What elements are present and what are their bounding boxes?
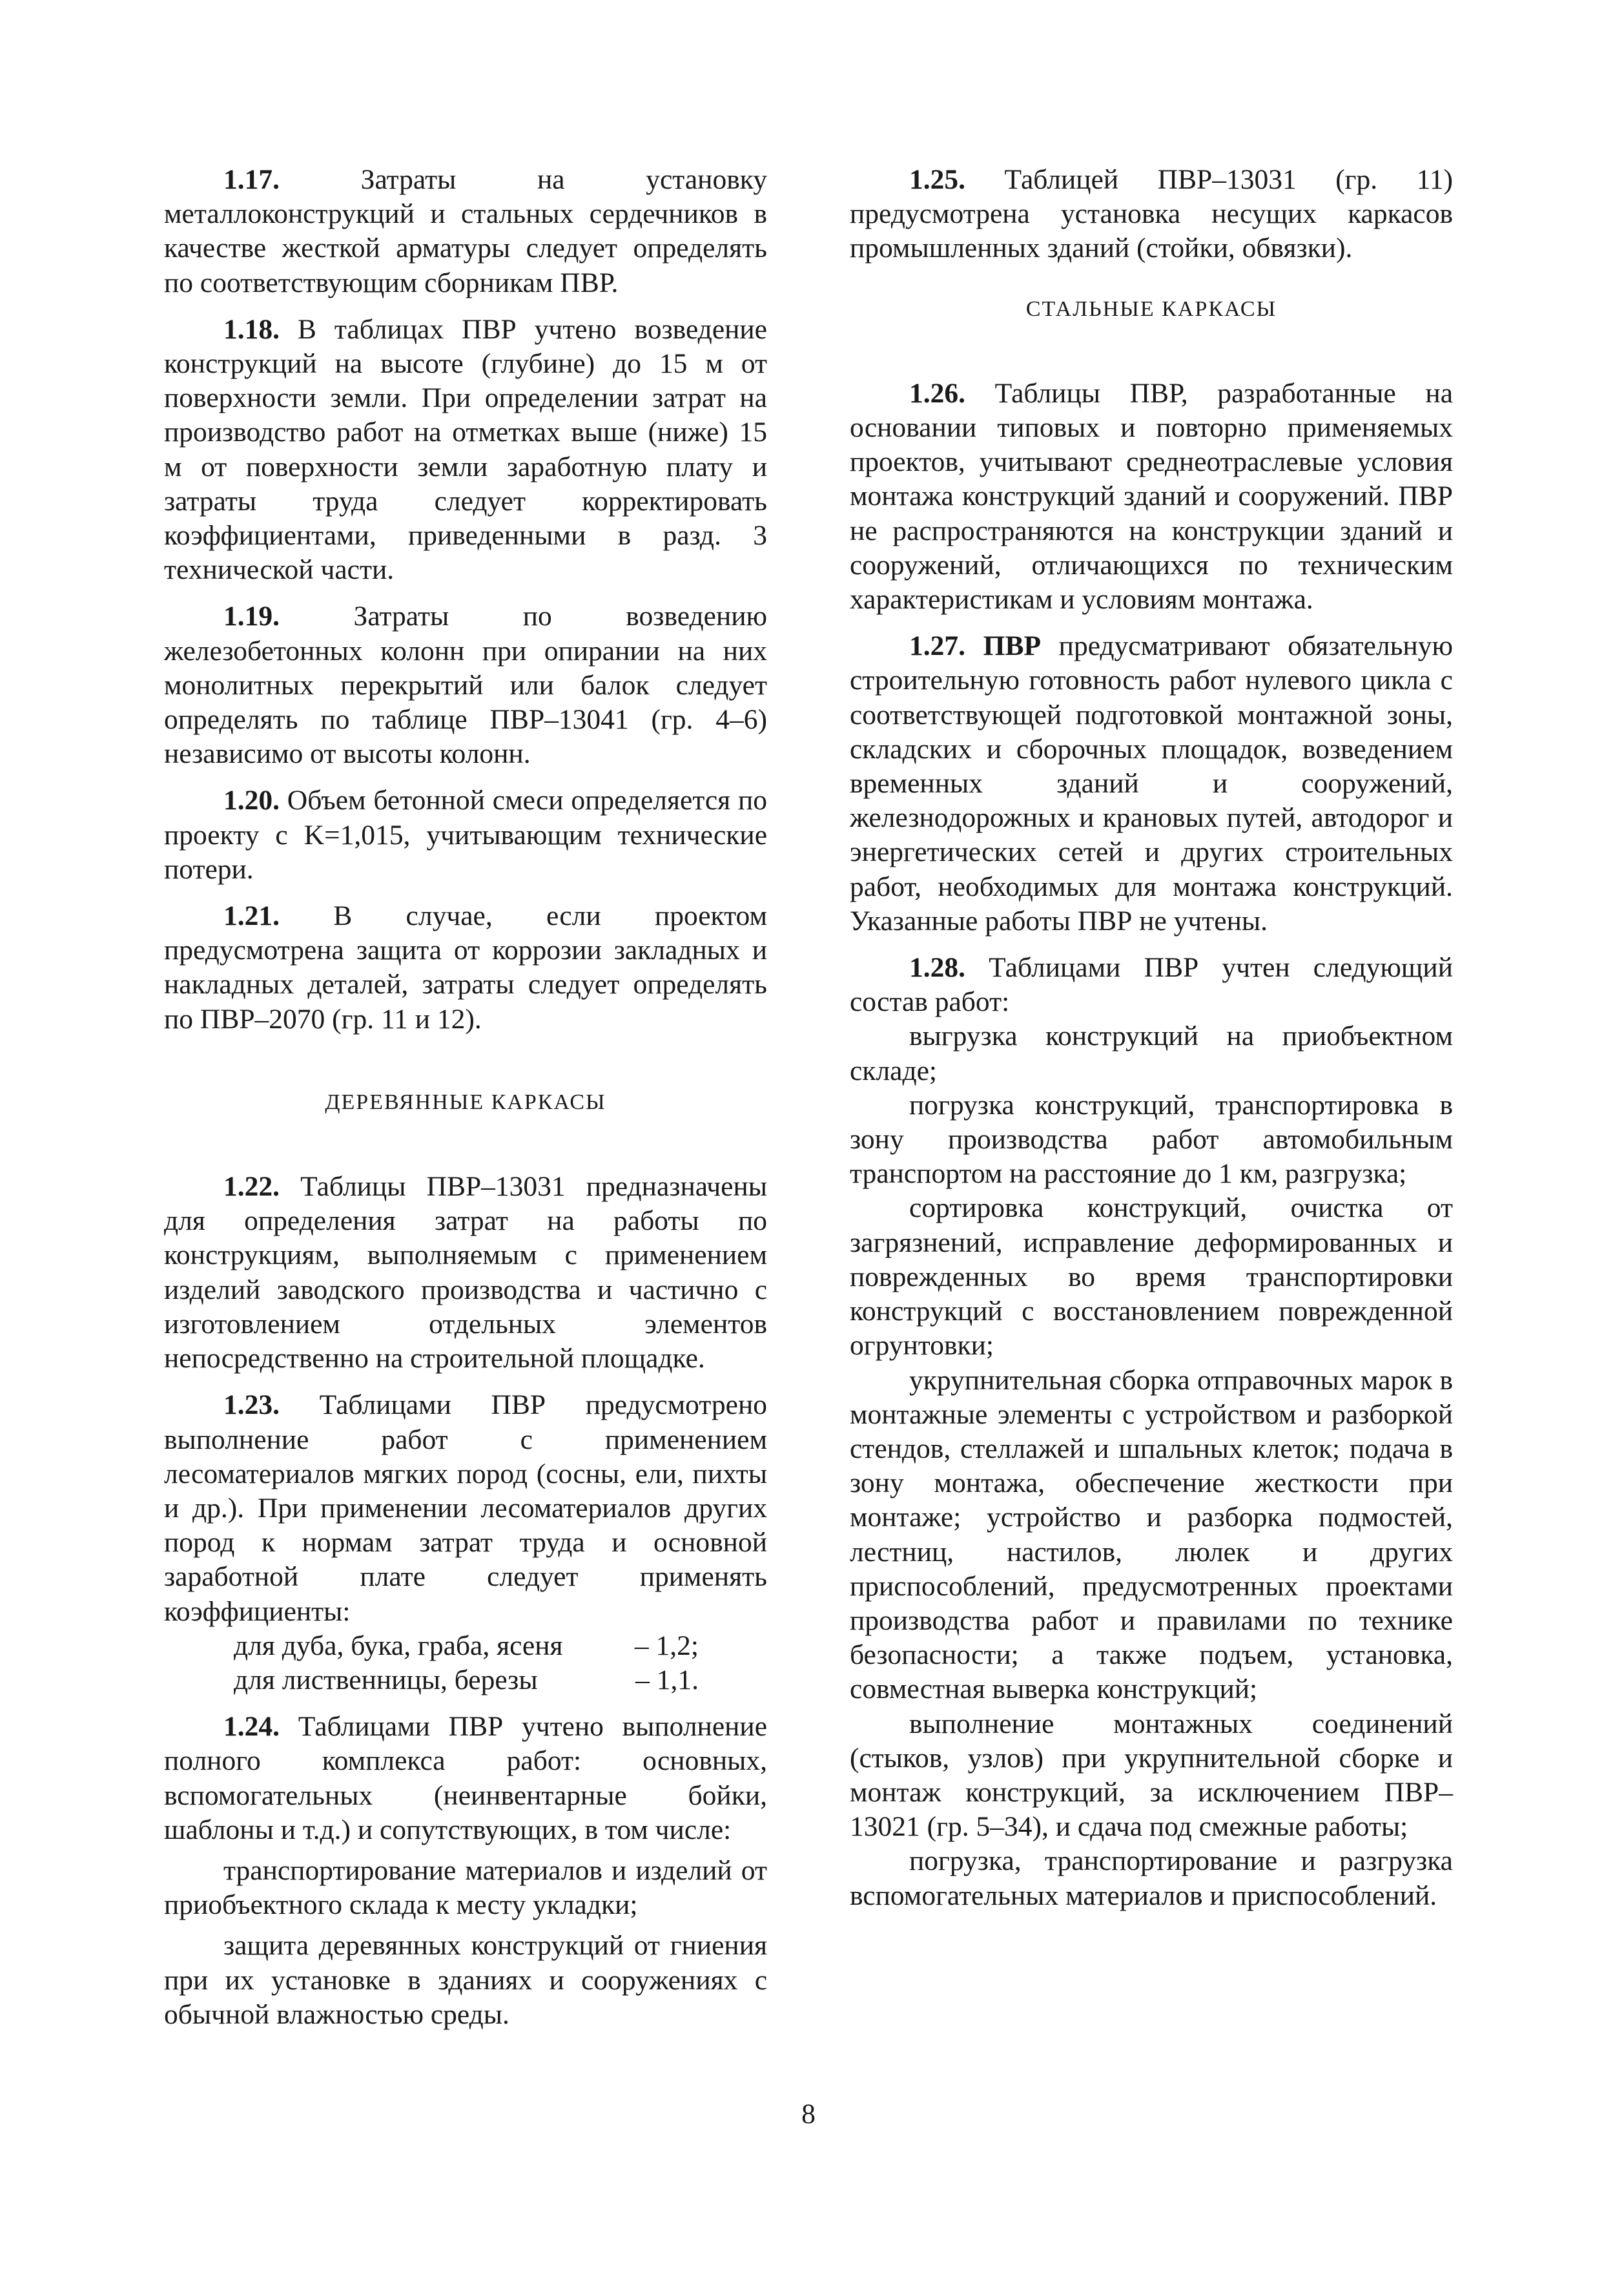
paragraph-text: Затраты на установку металлоконструкций и стальных сердечников в качестве жесткой арматуры следует определять по соответствующим сборникам ПВР. [164,164,767,298]
list-item: погрузка конструкций, транспортировка в зону производства работ автомобильным транспортом на расстояние до 1 км, разгрузка; [850,1089,1453,1190]
paragraph-1-17 [164,163,767,300]
paragraph-number: 1.20. [223,785,280,816]
paragraph-1-21 [164,899,767,1037]
paragraph-1-25 [850,163,1453,266]
paragraph-number: 1.21. [223,900,280,932]
paragraph-number: 1.18. [223,313,280,345]
paragraph-text: Таблицей ПВР–13031 (гр. 11) предусмотрена установка несущих каркасов промышленных зданий (стойки, обвязки). [850,164,1453,264]
coefficient-value: – 1,2; [634,1630,699,1661]
paragraph-text: Таблицами ПВР учтено выполнение полного комплекса работ: основных, вспомогательных (неинвентарные бойки, шаблоны и т.д.) и сопутствующих, в том числе: [164,1711,767,1845]
paragraph-text: Таблицы ПВР–13031 предназначены для определения затрат на работы по конструкциям, выполняемым с применением изделий заводского производства и частично с изготовлением отдельных элементов непосредственно на строительной площадке. [164,1171,767,1374]
paragraph-number: 1.27. ПВР [909,630,1042,662]
paragraph-1-23 [164,1388,767,1628]
coefficient-row [234,1629,699,1663]
paragraph-1-20 [164,783,767,887]
right-column [850,163,1453,1913]
paragraph-number: 1.25. [909,164,965,195]
paragraph-1-27 [850,629,1453,938]
coefficient-row [234,1663,699,1697]
list-item: защита деревянных конструкций от гниения при их установке в зданиях и сооружениях с обычной влажностью среды. [164,1930,767,2030]
paragraph-number: 1.19. [223,601,280,632]
section-heading-steel-frames: СТАЛЬНЫЕ КАРКАСЫ [1025,296,1277,321]
coefficient-label: для дуба, бука, граба, ясеня [234,1630,563,1661]
paragraph-number: 1.24. [223,1711,280,1743]
paragraph-number: 1.28. [909,952,965,984]
paragraph-text: Таблицы ПВР, разработанные на основании типовых и повторно применяемых проектов, учитывают среднеотраслевые условия монтажа конструкций зданий и сооружений. ПВР не распространяются на конструкции зданий и сооружений, отличающихся по техническим характеристикам и условиям монтажа. [850,377,1453,616]
paragraph-text: Таблицами ПВР учтен следующий состав работ: [850,952,1453,1018]
paragraph-text: В таблицах ПВР учтено возведение конструкций на высоте (глубине) до 15 м от поверхности земли. При определении затрат на производство работ на отметках выше (ниже) 15 м от поверхности земли заработную плату и затраты труда следует корректировать коэффициентами, приведенными в разд. 3 технической части. [164,313,767,586]
paragraph-number: 1.17. [223,164,280,195]
paragraph-1-26 [850,377,1453,617]
list-item: транспортирование материалов и изделий от приобъектного склада к месту укладки; [164,1854,767,1921]
list-item: погрузка, транспортирование и разгрузка вспомогательных материалов и приспособлений. [850,1845,1453,1911]
coefficient-value: – 1,1. [635,1664,699,1695]
paragraph-text: Затраты по возведению железобетонных колонн при опирании на них монолитных перекрытий или балок следует определять по таблице ПВР–13041 (гр. 4–6) независимо от высоты колонн. [164,601,767,770]
paragraph-1-24 [164,1710,767,1847]
list-item: выполнение монтажных соединений (стыков, узлов) при укрупнительной сборке и монтаж конструкций, за исключением ПВР–13021 (гр. 5–34), и сдача под смежные работы; [850,1708,1453,1843]
list-item: сортировка конструкций, очистка от загрязнений, исправление деформированных и поврежденных во время транспортировки конструкций с восстановлением поврежденной огрунтовки; [850,1192,1453,1362]
paragraph-1-28 [850,951,1453,1019]
list-item: укрупнительная сборка отправочных марок в монтажные элементы с устройством и разборкой стендов, стеллажей и шпальных клеток; подача в зону монтажа, обеспечение жесткости при монтаже; устройство и разборка подмостей, лестниц, настилов, люлек и других приспособлений, предусмотренных проектами производства работ и правилами по технике безопасности; а также подъем, установка, совместная выверка конструкций; [850,1364,1453,1705]
paragraph-number: 1.23. [223,1389,280,1421]
section-heading-wooden-frames: ДЕРЕВЯННЫЕ КАРКАСЫ [325,1090,606,1114]
list-item: выгрузка конструкций на приобъектном складе; [850,1021,1453,1086]
paragraph-1-22 [164,1170,767,1376]
paragraph-text: Объем бетонной смеси определяется по проекту с K=1,015, учитывающим технические потери. [164,785,767,885]
paragraph-text: Таблицами ПВР предусмотрено выполнение работ с применением лесоматериалов мягких пород (сосны, ели, пихты и др.). При применении лесоматериалов других пород к нормам затрат труда и основной заработной плате следует применять коэффициенты: [164,1389,767,1627]
paragraph-1-19 [164,599,767,771]
coefficient-label: для лиственницы, березы [234,1664,538,1695]
page-number: 8 [801,2099,816,2130]
left-column [164,163,767,2032]
paragraph-number: 1.26. [909,377,965,409]
paragraph-number: 1.22. [223,1171,280,1203]
paragraph-text: предусматривают обязательную строительную готовность работ нулевого цикла с соответствующей подготовкой монтажной зоны, складских и сборочных площадок, возведением временных зданий и сооружений, железнодорожных и крановых путей, автодорог и энергетических сетей и других строительных работ, необходимых для монтажа конструкций. Указанные работы ПВР не учтены. [850,630,1453,937]
paragraph-1-18 [164,313,767,588]
paragraph-text: В случае, если проектом предусмотрена защита от коррозии закладных и накладных деталей, затраты следует определять по ПВР–2070 (гр. 11 и 12). [164,900,767,1035]
